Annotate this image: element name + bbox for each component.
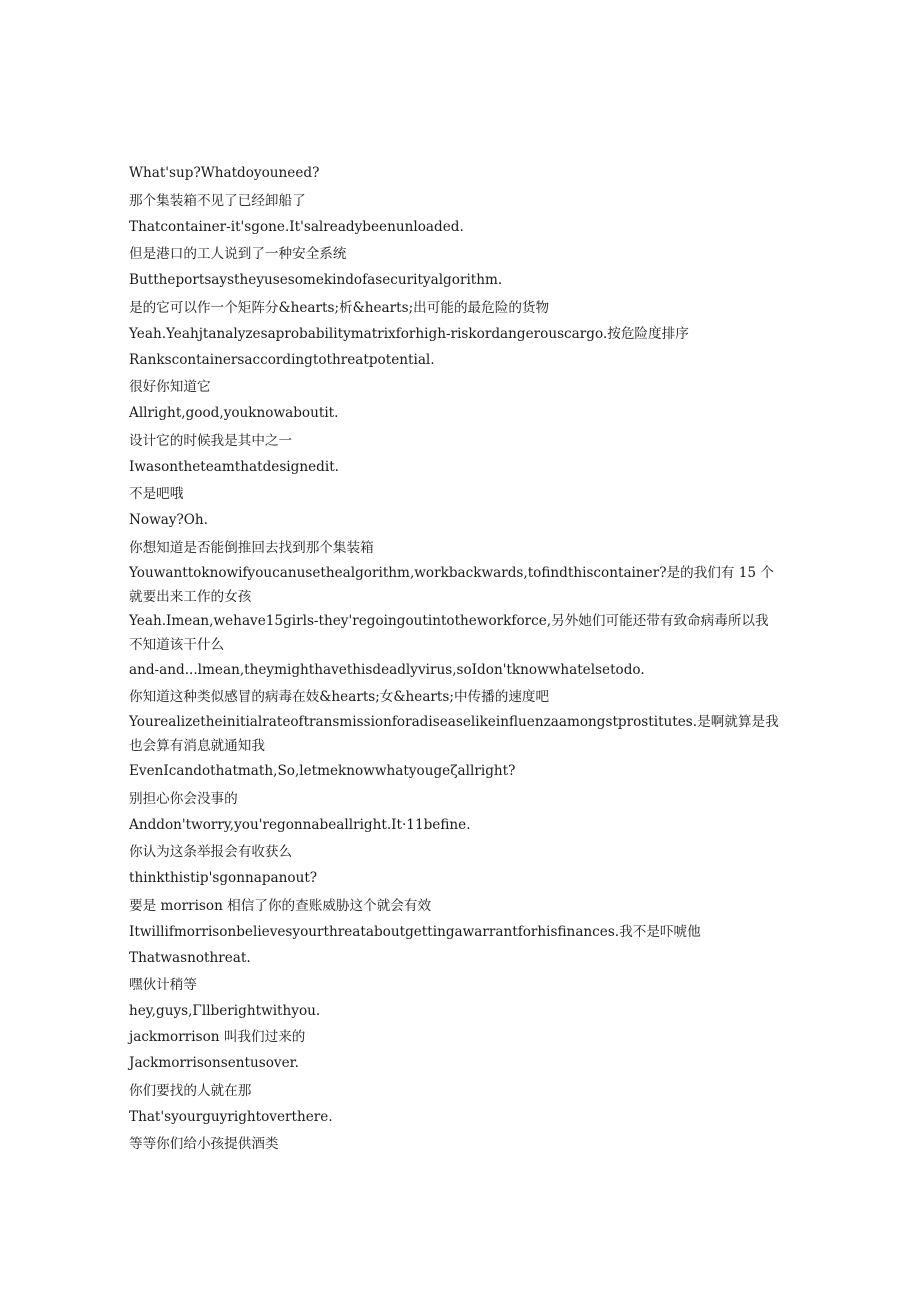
text-line: EvenIcandothatmath,So,letmeknowwhatyougeζallright? (129, 763, 516, 779)
text-line: 你认为这条举报会有收获么 (129, 844, 293, 860)
text-line: Rankscontainersaccordingtothreatpotential. (129, 351, 435, 368)
text-line: 你想知道是否能倒推回去找到那个集装箱 (129, 539, 374, 556)
text-line: 但是港口的工人说到了一种安全系统 (129, 246, 347, 262)
text-line: Yeah.Yeahjtanalyzesaprobabilitymatrixforhigh-riskordangerouscargo.按危险度排序 (129, 325, 689, 342)
text-line: 设计它的时候我是其中之一 (129, 432, 293, 449)
text-line: 很好你知道它 (129, 379, 211, 395)
text-line: Allright,good,youknowaboutit. (129, 405, 339, 421)
text-line: jackmorrison 叫我们过来的 (129, 1029, 306, 1045)
text-line: Iwasontheteamthatdesignedit. (129, 458, 339, 475)
text-line: Jackmorrisonsentusover. (129, 1055, 299, 1071)
text-line: Thatcontainer-it'sgone.It'salreadybeenunloaded. (129, 218, 464, 235)
text-line: Itwillifmorrisonbelievesyourthreataboutgettingawarrantforhisfinances.我不是吓唬他 (129, 923, 701, 940)
text-line: 要是 morrison 相信了你的查账威胁这个就会有效 (129, 897, 432, 914)
transcript-body (129, 160, 779, 1157)
text-line: Anddon'tworry,you'regonnabeallright.It·11befine. (129, 816, 471, 833)
text-line: Noway?Oh. (129, 512, 209, 528)
text-line: 你们要找的人就在那 (129, 1082, 252, 1099)
text-line: and-and...lmean,theymighthavethisdeadlyvirus,soIdon'tknowwhatelsetodo. (129, 661, 645, 678)
text-line: 你知道这种类似感冒的病毒在妓&hearts;女&hearts;中传播的速度吧 (129, 689, 550, 705)
text-line: That'syourguyrightoverthere. (129, 1108, 333, 1125)
text-line: hey,guys,Γllberightwithyou. (129, 1003, 321, 1019)
text-line: 那个集装箱不见了已经卸船了 (129, 192, 306, 209)
text-line: Yeah.Imean,wehave15girls-they'regoingoutintotheworkforce,另外她们可能还带有致命病毒所以我不知道该干什么 (129, 612, 769, 653)
text-line: 别担心你会没事的 (129, 790, 238, 807)
text-line: 等等你们给小孩提供酒类 (129, 1136, 279, 1152)
text-line: Thatwasnothreat. (129, 949, 251, 966)
text-line: Buttheportsaystheyusesomekindofasecurityalgorithm. (129, 272, 503, 288)
text-line: thinkthistip'sgonnapanout? (129, 870, 318, 886)
text-line: Youwanttoknowifyoucanusethealgorithm,workbackwards,tofindthiscontainer?是的我们有 15 个就要出来工作的女孩 (129, 564, 774, 605)
text-line: Yourealizetheinitialrateoftransmissionforadiseaselikeinfluenzaamongstprostitutes.是啊就算是我也会算有消息就通知我 (129, 714, 779, 754)
text-line: What'sup?Whatdoyouneed? (129, 165, 320, 181)
text-line: 不是吧哦 (129, 486, 184, 502)
text-line: 嘿伙计稍等 (129, 977, 197, 993)
text-line: 是的它可以作一个矩阵分&hearts;析&hearts;出可能的最危险的货物 (129, 299, 550, 316)
